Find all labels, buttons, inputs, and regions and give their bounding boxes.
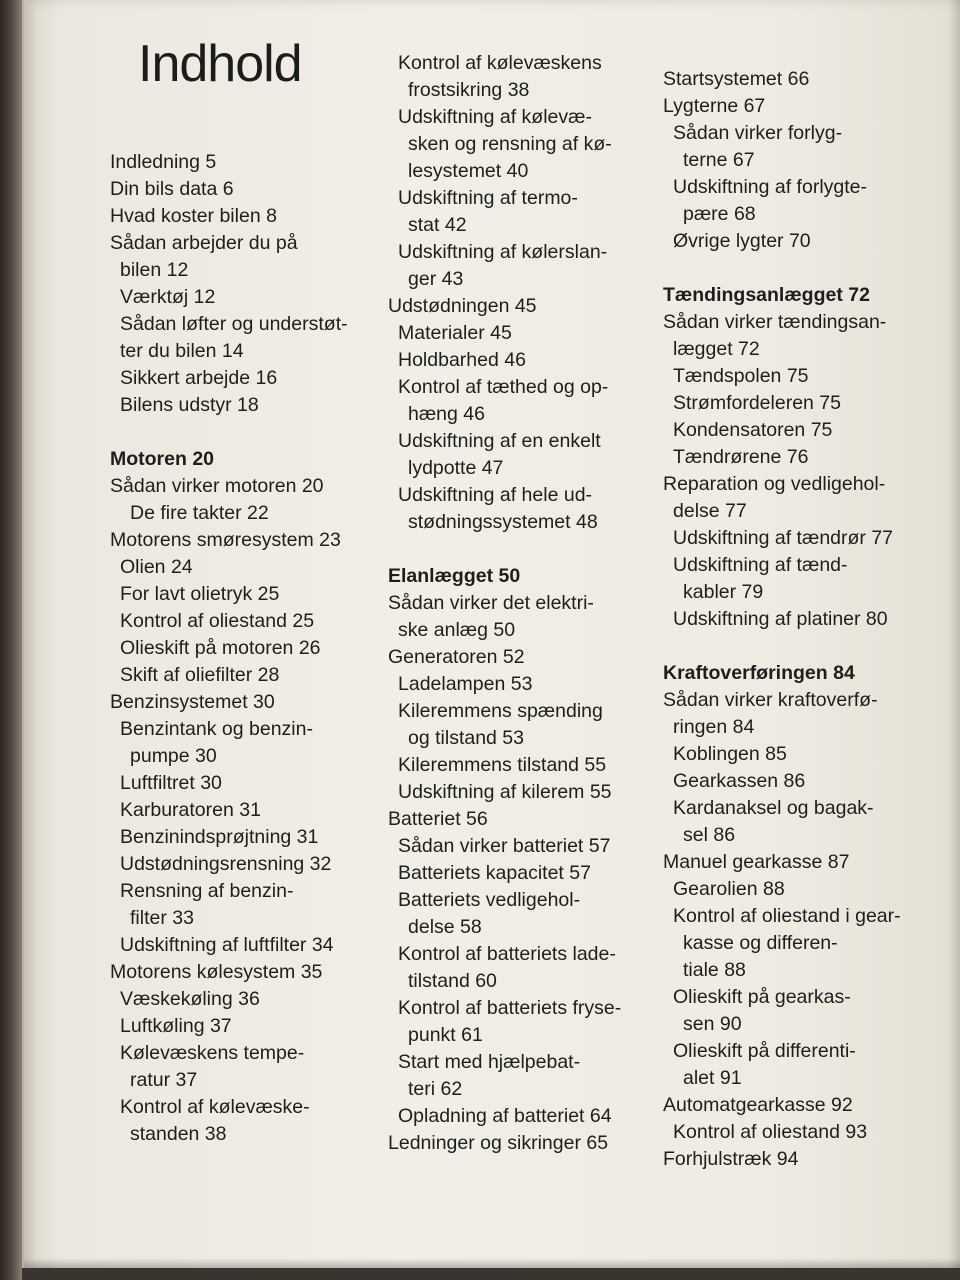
toc-entry: delse 58: [408, 916, 482, 938]
toc-entry: Materialer 45: [398, 322, 512, 344]
toc-entry: tilstand 60: [408, 970, 497, 992]
toc-entry: Olieskift på motoren 26: [120, 637, 321, 659]
toc-entry: Reparation og vedligehol-: [663, 473, 886, 495]
toc-entry: frostsikring 38: [408, 79, 530, 101]
toc-entry: Kontrol af oliestand 25: [120, 610, 315, 632]
toc-entry: Sådan virker kraftoverfø-: [663, 689, 878, 711]
toc-entry: Kølevæskens tempe-: [120, 1042, 305, 1064]
toc-section-heading: Motoren 20: [110, 448, 215, 470]
toc-entry: Generatoren 52: [388, 646, 525, 668]
toc-entry: Kontrol af kølevæske-: [120, 1096, 310, 1118]
toc-entry: Sådan virker batteriet 57: [398, 835, 611, 857]
toc-entry: Karburatoren 31: [120, 799, 261, 821]
toc-entry: Bilens udstyr 18: [120, 394, 259, 416]
toc-entry: kabler 79: [683, 581, 764, 603]
toc-entry: Manuel gearkasse 87: [663, 851, 850, 873]
toc-entry: De fire takter 22: [130, 502, 269, 524]
toc-entry: Sådan arbejder du på: [110, 232, 298, 254]
toc-entry: Indledning 5: [110, 151, 217, 173]
toc-entry: Strømfordeleren 75: [673, 392, 841, 414]
toc-entry: lægget 72: [673, 338, 760, 360]
toc-entry: ske anlæg 50: [398, 619, 516, 641]
toc-entry: teri 62: [408, 1078, 463, 1100]
toc-entry: Værktøj 12: [120, 286, 216, 308]
toc-entry: stødningssystemet 48: [408, 511, 598, 533]
toc-entry: For lavt olietryk 25: [120, 583, 280, 605]
book-binding: [0, 0, 22, 1280]
toc-entry: Udskiftning af forlygte-: [673, 176, 868, 198]
toc-entry: Automatgearkasse 92: [663, 1094, 853, 1116]
toc-entry: Udstødningen 45: [388, 295, 537, 317]
toc-entry: Din bils data 6: [110, 178, 234, 200]
toc-entry: Batteriets vedligehol-: [398, 889, 581, 911]
toc-entry: sen 90: [683, 1013, 742, 1035]
toc-entry: Ledninger og sikringer 65: [388, 1132, 609, 1154]
toc-entry: Udskiftning af kilerem 55: [398, 781, 612, 803]
toc-entry: terne 67: [683, 149, 755, 171]
toc-entry: Ladelampen 53: [398, 673, 533, 695]
toc-entry: Hvad koster bilen 8: [110, 205, 277, 227]
toc-entry: standen 38: [130, 1123, 227, 1145]
toc-column-2: [388, 50, 658, 1157]
toc-entry: Kondensatoren 75: [673, 419, 833, 441]
toc-entry: lesystemet 40: [408, 160, 529, 182]
toc-entry: Udskiftning af kølevæ-: [398, 106, 592, 128]
toc-entry: tiale 88: [683, 959, 746, 981]
toc-entry: Sådan løfter og understøt-: [120, 313, 348, 335]
toc-entry: Lygterne 67: [663, 95, 766, 117]
toc-entry: ratur 37: [130, 1069, 198, 1091]
toc-entry: bilen 12: [120, 259, 189, 281]
toc-entry: Sådan virker det elektri-: [388, 592, 594, 614]
toc-entry: Udskiftning af termo-: [398, 187, 578, 209]
page-title: Indhold: [138, 35, 302, 93]
toc-entry: Sådan virker motoren 20: [110, 475, 324, 497]
toc-entry: sel 86: [683, 824, 736, 846]
toc-entry: Kontrol af batteriets lade-: [398, 943, 616, 965]
toc-entry: Tændrørene 76: [673, 446, 809, 468]
toc-entry: Kardanaksel og bagak-: [673, 797, 874, 819]
toc-entry: Luftfiltret 30: [120, 772, 222, 794]
toc-entry: Skift af oliefilter 28: [120, 664, 280, 686]
toc-entry: Benzinsystemet 30: [110, 691, 275, 713]
toc-section-heading: Elanlægget 50: [388, 565, 521, 587]
toc-entry: Rensning af benzin-: [120, 880, 294, 902]
toc-section-heading: Kraftoverføringen 84: [663, 662, 855, 684]
toc-entry: Koblingen 85: [673, 743, 787, 765]
toc-entry: sken og rensning af kø-: [408, 133, 612, 155]
toc-entry: Udstødningsrensning 32: [120, 853, 332, 875]
toc-entry: Kontrol af batteriets fryse-: [398, 997, 622, 1019]
toc-entry: Startsystemet 66: [663, 68, 810, 90]
toc-entry: Øvrige lygter 70: [673, 230, 811, 252]
toc-entry: Forhjulstræk 94: [663, 1148, 799, 1170]
toc-entry: Benzintank og benzin-: [120, 718, 313, 740]
toc-entry: Opladning af batteriet 64: [398, 1105, 612, 1127]
toc-entry: Udskiftning af hele ud-: [398, 484, 593, 506]
toc-column-3: [663, 66, 933, 1173]
toc-entry: Batteriet 56: [388, 808, 488, 830]
toc-entry: Olien 24: [120, 556, 193, 578]
toc-entry: Sikkert arbejde 16: [120, 367, 278, 389]
toc-section-heading: Tændingsanlægget 72: [663, 284, 870, 306]
toc-entry: Udskiftning af tændrør 77: [673, 527, 894, 549]
toc-entry: pære 68: [683, 203, 756, 225]
toc-entry: stat 42: [408, 214, 467, 236]
toc-entry: Olieskift på differenti-: [673, 1040, 856, 1062]
toc-entry: Udskiftning af luftfilter 34: [120, 934, 334, 956]
toc-entry: Motorens smøresystem 23: [110, 529, 341, 551]
toc-entry: Væskekøling 36: [120, 988, 260, 1010]
toc-entry: Udskiftning af tænd-: [673, 554, 848, 576]
toc-entry: alet 91: [683, 1067, 742, 1089]
toc-entry: kasse og differen-: [683, 932, 838, 954]
toc-entry: Kileremmens spænding: [398, 700, 603, 722]
toc-entry: ger 43: [408, 268, 464, 290]
toc-entry: filter 33: [130, 907, 194, 929]
toc-entry: Benzinindsprøjtning 31: [120, 826, 319, 848]
toc-entry: ringen 84: [673, 716, 755, 738]
toc-entry: og tilstand 53: [408, 727, 525, 749]
toc-entry: lydpotte 47: [408, 457, 504, 479]
toc-entry: punkt 61: [408, 1024, 483, 1046]
toc-entry: Sådan virker forlyg-: [673, 122, 843, 144]
toc-entry: Kontrol af tæthed og op-: [398, 376, 609, 398]
toc-entry: Tændspolen 75: [673, 365, 809, 387]
toc-entry: Motorens kølesystem 35: [110, 961, 323, 983]
toc-entry: Batteriets kapacitet 57: [398, 862, 591, 884]
toc-entry: Gearolien 88: [673, 878, 785, 900]
toc-entry: Start med hjælpebat-: [398, 1051, 581, 1073]
toc-entry: Kileremmens tilstand 55: [398, 754, 607, 776]
toc-entry: delse 77: [673, 500, 747, 522]
toc-entry: Holdbarhed 46: [398, 349, 526, 371]
toc-entry: Luftkøling 37: [120, 1015, 232, 1037]
toc-entry: pumpe 30: [130, 745, 217, 767]
toc-entry: Kontrol af oliestand i gear-: [673, 905, 901, 927]
toc-entry: Gearkassen 86: [673, 770, 806, 792]
toc-entry: ter du bilen 14: [120, 340, 244, 362]
toc-entry: Olieskift på gearkas-: [673, 986, 851, 1008]
page-edge-shadow: [948, 0, 960, 1268]
toc-entry: Kontrol af oliestand 93: [673, 1121, 868, 1143]
page-bottom-shadow: [24, 1258, 960, 1268]
toc-column-1: [110, 149, 380, 1148]
toc-entry: Sådan virker tændingsan-: [663, 311, 887, 333]
toc-entry: Udskiftning af platiner 80: [673, 608, 888, 630]
toc-entry: Udskiftning af en enkelt: [398, 430, 601, 452]
toc-entry: Udskiftning af kølerslan-: [398, 241, 608, 263]
toc-entry: Kontrol af kølevæskens: [398, 52, 602, 74]
toc-entry: hæng 46: [408, 403, 485, 425]
